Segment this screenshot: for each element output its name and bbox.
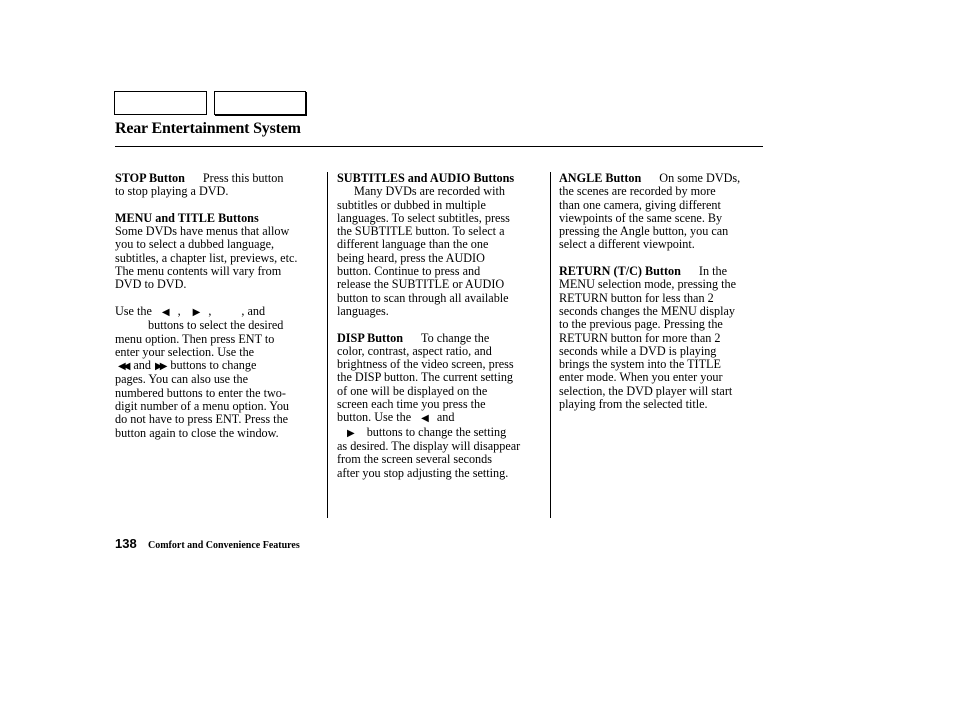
return-button-heading: RETURN (T/C) Button [559,264,681,279]
stop-button-section [115,172,321,199]
right-arrow-icon: ▶ [192,306,201,318]
left-arrow-icon: ◀ [421,413,429,425]
body-text: button. Use the [337,410,412,425]
body-text: menu option. Then press ENT to [115,331,275,346]
rewind-icon: ◀◀ [118,361,128,373]
disp-button-section [337,332,543,480]
subtitles-audio-section [337,172,543,318]
page-title: Rear Entertainment System [115,120,301,137]
body-text: you to select a dubbed language, [115,237,275,252]
body-text: brightness of the video screen, press [337,357,514,372]
fast-forward-icon: ▶▶ [155,361,165,373]
page-number: 138 [115,536,137,551]
body-text: RETURN button for less than 2 [559,290,714,305]
body-text: seconds while a DVD is playing [559,343,717,358]
angle-button-heading: ANGLE Button [559,171,642,185]
body-text: button again to close the window. [115,425,279,440]
column-2 [337,172,543,493]
body-text: of one will be displayed on the [337,383,488,398]
body-text: brings the system into the TITLE [559,357,721,372]
body-text: Many DVDs are recorded with [354,184,505,199]
header-tab-box-2 [214,91,306,115]
body-text: and [436,410,455,425]
body-text: as desired. The display will disappear [337,438,521,453]
body-text: On some DVDs, [659,171,741,185]
disp-button-heading: DISP Button [337,330,404,345]
column-1 [115,172,321,453]
body-text: after you stop adjusting the setting. [337,465,509,480]
body-text: buttons to change the setting [366,424,507,439]
body-text: The menu contents will vary from [115,264,282,279]
body-text: numbered buttons to enter the two- [115,385,286,400]
column-divider-1 [327,172,328,518]
column-3 [559,172,763,425]
right-arrow-icon: ▶ [347,427,355,439]
body-text: enter your selection. Use the [115,344,255,359]
use-buttons-section [115,305,321,440]
body-text: button to scan through all available [337,290,509,305]
body-text: MENU selection mode, pressing the [559,277,737,292]
body-text: digit number of a menu option. You [115,399,290,414]
body-text: , [208,303,212,318]
body-text: buttons to select the desired [148,318,284,333]
body-text: subtitles or dubbed in multiple [337,197,486,212]
body-text: In the [698,264,727,279]
body-text: subtitles, a chapter list, previews, etc. [115,250,298,265]
body-text: pages. You can also use the [115,372,249,387]
body-text: RETURN button for more than 2 [559,330,721,345]
body-text: To change the [421,330,490,345]
menu-title-heading: MENU and TITLE Buttons [115,210,259,225]
body-text: selection, the DVD player will start [559,383,733,398]
title-rule [115,146,763,147]
body-text: enter mode. When you enter your [559,370,723,385]
body-text: Press this button [202,171,284,185]
body-text: seconds changes the MENU display [559,303,736,318]
body-text: to the previous page. Pressing the [559,317,723,332]
body-text: languages. To select subtitles, press [337,210,510,225]
body-text: , [177,303,181,318]
body-text: select a different viewpoint. [559,237,695,252]
column-divider-2 [550,172,551,518]
left-arrow-icon: ◀ [161,306,170,318]
body-text: Some DVDs have menus that allow [115,224,290,239]
subtitles-audio-heading: SUBTITLES and AUDIO Buttons [337,171,515,185]
body-text: screen each time you press the [337,397,486,412]
body-text: DVD to DVD. [115,277,187,292]
angle-button-section [559,172,763,252]
body-text: the scenes are recorded by more [559,184,716,199]
body-text: buttons to change [170,358,257,373]
body-text: different language than the one [337,237,489,252]
body-text: being heard, press the AUDIO [337,250,485,265]
body-text: the SUBTITLE button. To select a [337,224,505,239]
body-text: pressing the Angle button, you can [559,224,729,239]
body-text: viewpoints of the same scene. By [559,210,723,225]
body-text: button. Continue to press and [337,264,481,279]
body-text: color, contrast, aspect ratio, and [337,343,492,358]
body-text: and [133,358,151,373]
header-tab-box-1 [114,91,207,115]
body-text: to stop playing a DVD. [115,184,229,199]
menu-title-section [115,212,321,292]
body-text: playing from the selected title. [559,397,708,412]
body-text: languages. [337,303,389,318]
section-label: Comfort and Convenience Features [148,540,300,551]
body-text: from the screen several seconds [337,452,492,467]
return-button-section [559,265,763,411]
body-text: Use the [115,303,152,318]
body-text: than one camera, giving different [559,197,721,212]
body-text: , and [241,303,266,318]
body-text: release the SUBTITLE or AUDIO [337,277,505,292]
body-text: the DISP button. The current setting [337,370,514,385]
body-text: do not have to press ENT. Press the [115,412,289,427]
stop-button-heading: STOP Button [115,171,185,185]
